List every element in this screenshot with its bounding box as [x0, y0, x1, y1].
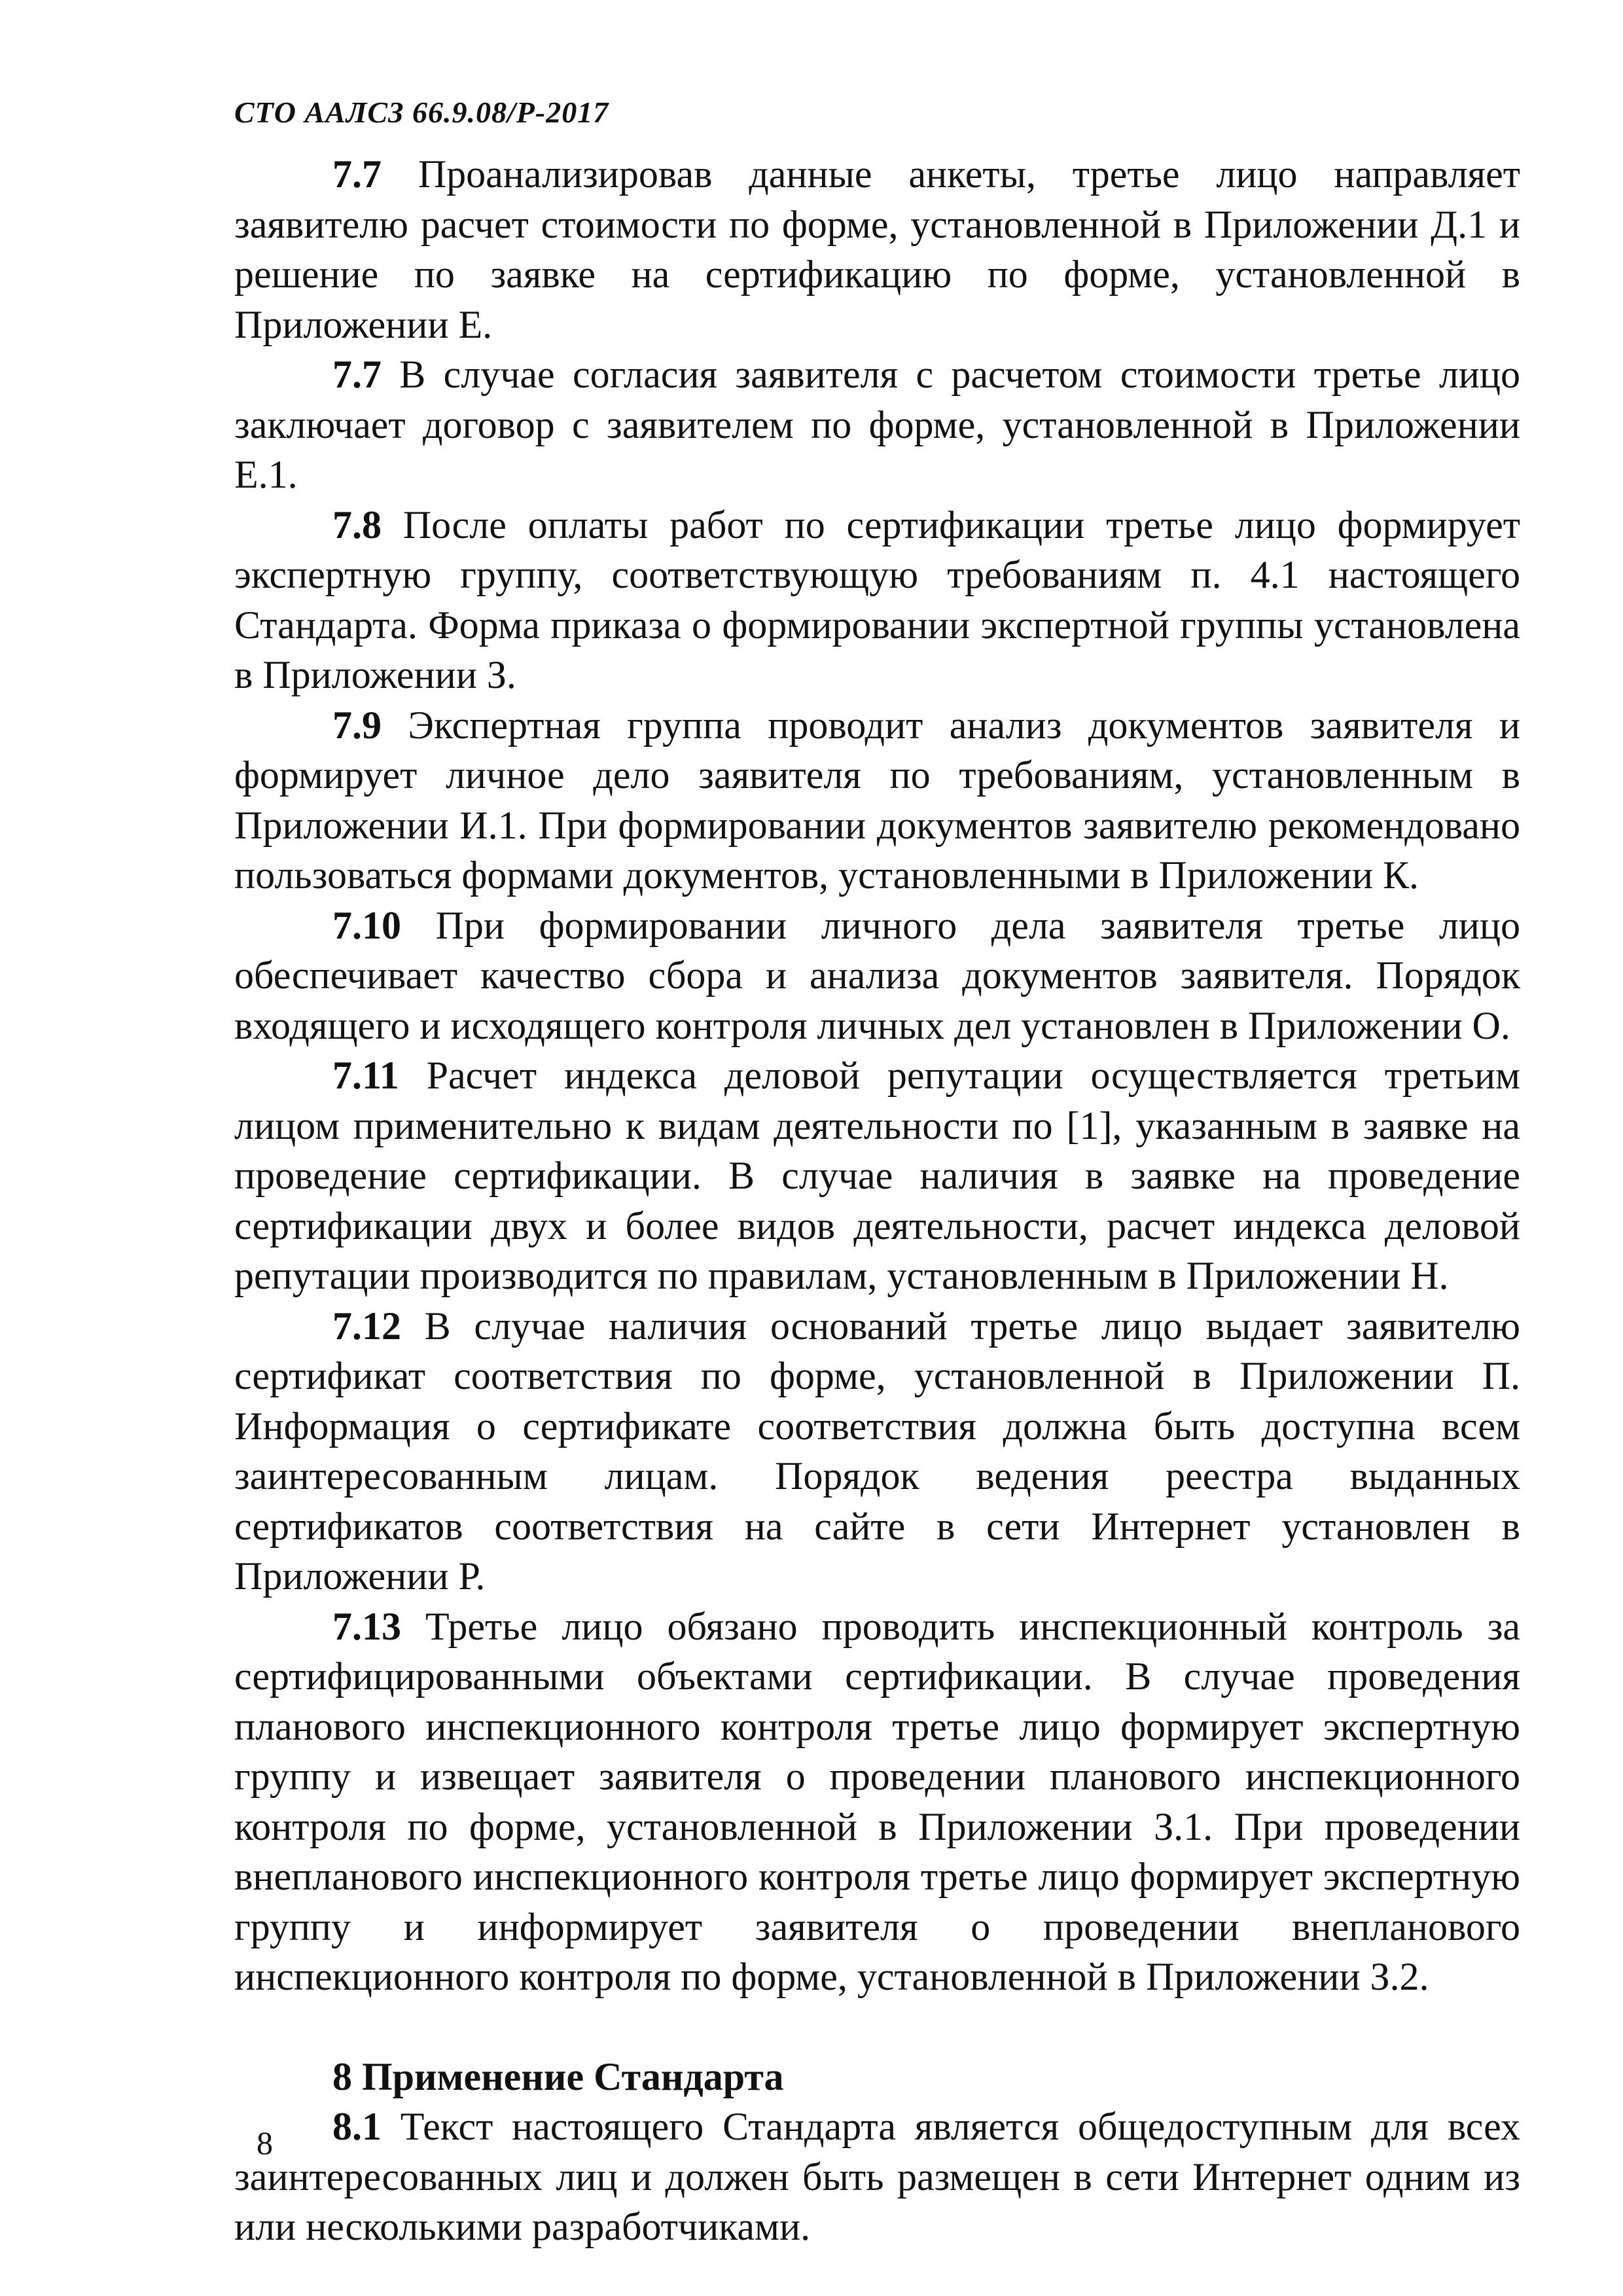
paragraph-number: 7.13	[332, 1604, 401, 1648]
paragraph-7-11	[234, 1050, 1520, 1301]
paragraph-text: Третье лицо обязано проводить инспекционный контроль за сертифицированными объектами сертификации. В случае проведения планового инспекционного контроля третье лицо формирует экспертную группу и извещает заявителя о проведении планового инспекционного контроля по форме, установленной в Приложении З.1. При проведении внепланового инспекционного контроля третье лицо формирует экспертную группу и информирует заявителя о проведении внепланового инспекционного контроля по форме, установленной в Приложении З.2.	[234, 1604, 1520, 1998]
paragraph-8-1	[234, 2102, 1520, 2252]
paragraph-7-7-contract	[234, 350, 1520, 500]
paragraph-text: В случае наличия оснований третье лицо выдает заявителю сертификат соответствия по форме, установленной в Приложении П. Информация о сертификате соответствия должна быть доступна всем заинтересованным лицам. Порядок ведения реестра выданных сертификатов соответствия на сайте в сети Интернет установлен в Приложении Р.	[234, 1304, 1520, 1598]
paragraph-7-7-cost	[234, 149, 1520, 350]
paragraph-text: Проанализировав данные анкеты, третье лицо направляет заявителю расчет стоимости по форме, установленной в Приложении Д.1 и решение по заявке на сертификацию по форме, установленной в Приложении Е.	[234, 152, 1520, 346]
paragraph-7-12	[234, 1301, 1520, 1602]
paragraph-text: В случае согласия заявителя с расчетом стоимости третье лицо заключает договор с заявителем по форме, установленной в Приложении Е.1.	[234, 353, 1520, 496]
paragraph-text: Расчет индекса деловой репутации осуществляется третьим лицом применительно к видам деятельности по [1], указанным в заявке на проведение сертификации. В случае наличия в заявке на проведение сертификации двух и более видов деятельности, расчет индекса деловой репутации производится по правилам, установленным в Приложении Н.	[234, 1054, 1520, 1297]
paragraph-text: При формировании личного дела заявителя третье лицо обеспечивает качество сбора и анализа документов заявителя. Порядок входящего и исходящего контроля личных дел установлен в Приложении О.	[234, 903, 1520, 1047]
paragraph-number: 7.9	[332, 703, 382, 747]
page-number: 8	[257, 2125, 273, 2161]
paragraph-number: 8.1	[332, 2105, 382, 2148]
paragraph-number: 7.12	[332, 1304, 401, 1348]
document-body	[234, 149, 1520, 2252]
paragraph-number: 7.10	[332, 903, 401, 947]
paragraph-text: Экспертная группа проводит анализ документов заявителя и формирует личное дело заявителя по требованиям, установленным в Приложении И.1. При формировании документов заявителю рекомендовано пользоваться формами документов, установленными в Приложении К.	[234, 703, 1520, 897]
paragraph-number: 7.8	[332, 503, 382, 547]
paragraph-number: 7.11	[332, 1054, 399, 1097]
paragraph-number: 7.7	[332, 353, 382, 396]
section-8-heading: 8 Применение Стандарта	[332, 2054, 784, 2098]
paragraph-7-10	[234, 901, 1520, 1051]
paragraph-text: После оплаты работ по сертификации третье лицо формирует экспертную группу, соответствующую требованиям п. 4.1 настоящего Стандарта. Форма приказа о формировании экспертной группы установлена в Приложении З.	[234, 503, 1520, 696]
document-code-header: СТО ААЛСЗ 66.9.08/Р-2017	[234, 96, 609, 129]
paragraph-7-9	[234, 700, 1520, 901]
paragraph-7-8	[234, 500, 1520, 700]
paragraph-7-13	[234, 1602, 1520, 2002]
paragraph-text: Текст настоящего Стандарта является общедоступным для всех заинтересованных лиц и должен быть размещен в сети Интернет одним из или несколькими разработчиками.	[234, 2105, 1520, 2248]
paragraph-number: 7.7	[332, 152, 382, 196]
